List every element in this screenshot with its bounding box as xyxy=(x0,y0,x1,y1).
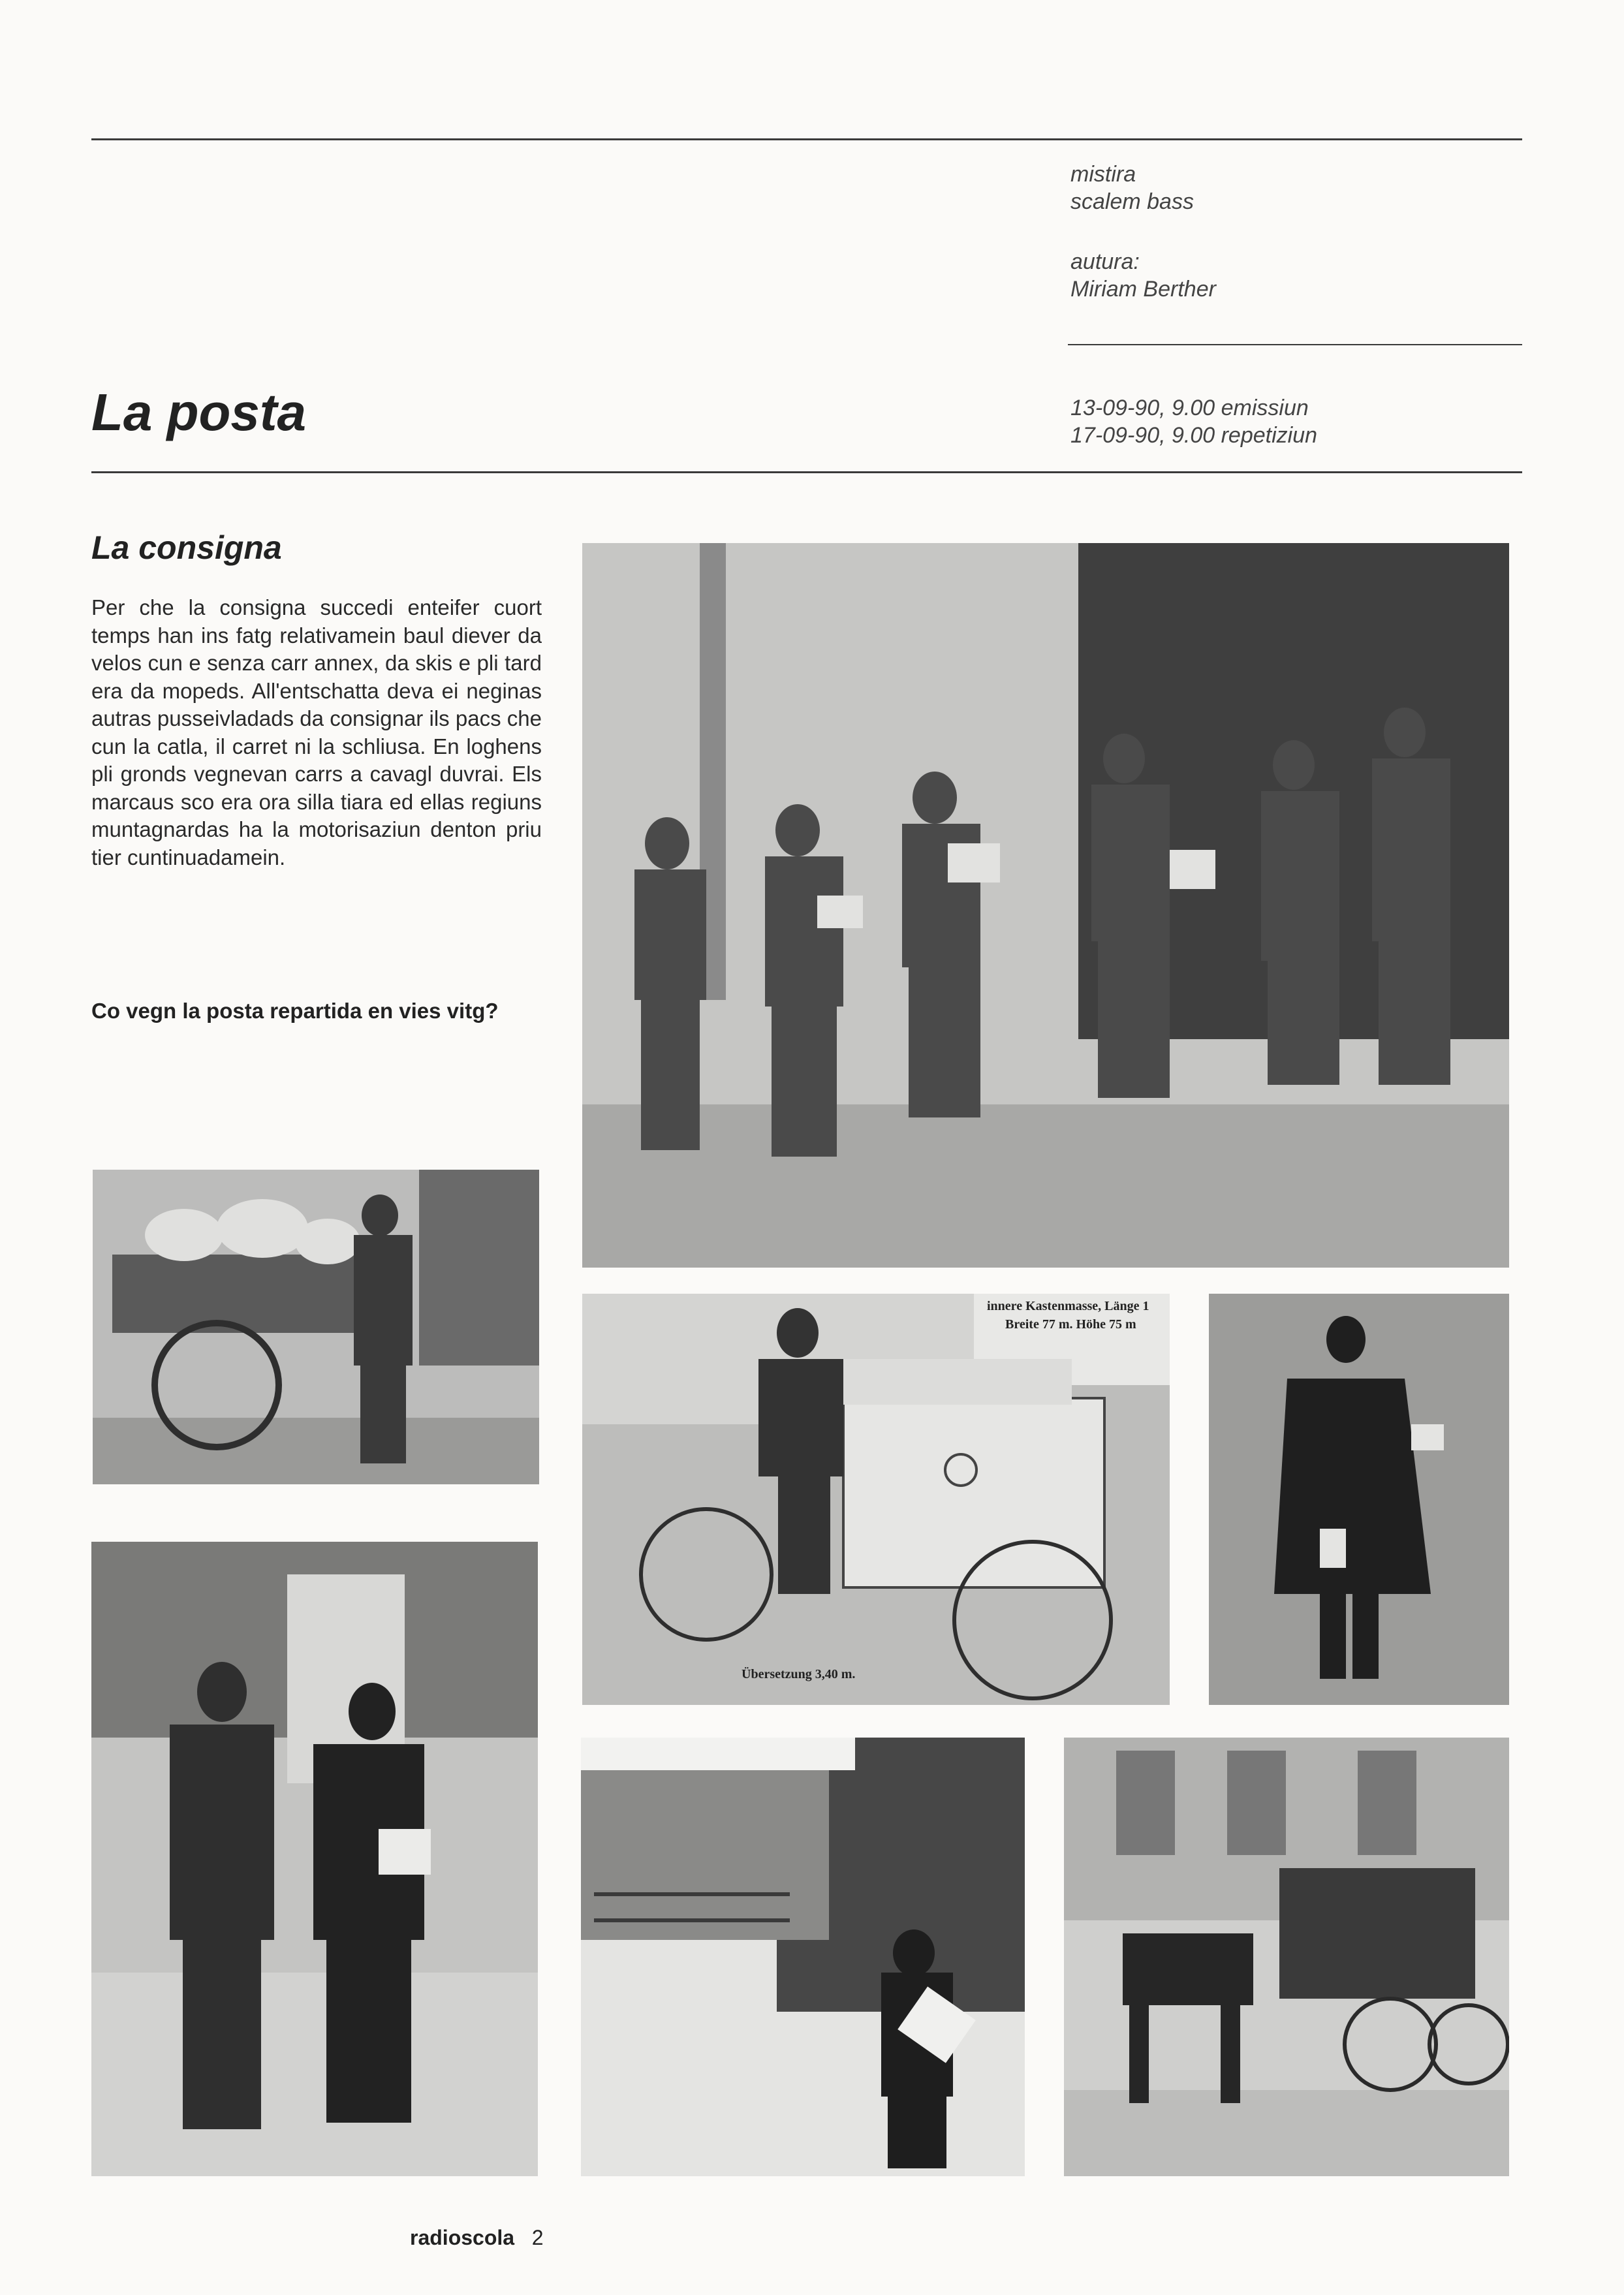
page-number: 2 xyxy=(531,2226,544,2249)
section-question: Co vegn la posta repartida en vies vitg? xyxy=(91,999,499,1023)
section-body: Per che la consigna succedi enteifer cuort temps han ins fatg relativamein baul diever da velos cun e senza carr annex, da skis e pli tard era da mopeds. All'entschatta deva ei neginas autras pusseivladads da consignar ils pacs che cun la catla, il carret ni la schliusa. En loghens pli gronds vegnevan carrs a cavagl duvrai. Els marcaus sco era ora silla tiara ed ellas regiuns muntagnardas ha la motorisaziun denton priu tier cuntinuadamein. xyxy=(91,595,542,869)
section-heading: La consigna xyxy=(91,529,282,566)
meta-divider-rule xyxy=(1068,344,1522,345)
header-bottom-rule xyxy=(91,471,1522,473)
bicycle-sign-line-1: innere Kastenmasse, Länge 1 xyxy=(987,1299,1149,1313)
meta-repeat-date: 17-09-90, 9.00 repetiziun xyxy=(1070,423,1318,448)
page-title: La posta xyxy=(91,383,306,441)
header-top-rule xyxy=(91,138,1522,140)
meta-author-name: Miriam Berther xyxy=(1070,277,1216,302)
bicycle-caption: Übersetzung 3,40 m. xyxy=(742,1667,856,1681)
footer-publication: radioscola xyxy=(410,2226,515,2249)
meta-category: mistira xyxy=(1070,162,1136,187)
photo-postman-load xyxy=(91,1542,538,2176)
photo-horse-coach xyxy=(1064,1738,1509,2176)
photo-postman-snow xyxy=(581,1738,1025,2176)
photo-postman-cart xyxy=(93,1170,539,1484)
photo-bicycle-cart xyxy=(582,1294,1170,1705)
photo-postman-portrait xyxy=(1209,1294,1509,1705)
photo-postmen-group xyxy=(582,543,1509,1268)
meta-author-label: autura: xyxy=(1070,249,1140,274)
bicycle-sign-line-2: Breite 77 m. Höhe 75 m xyxy=(1005,1317,1136,1332)
footer xyxy=(410,2226,544,2250)
meta-broadcast-date: 13-09-90, 9.00 emissiun xyxy=(1070,396,1309,420)
meta-level: scalem bass xyxy=(1070,189,1194,214)
